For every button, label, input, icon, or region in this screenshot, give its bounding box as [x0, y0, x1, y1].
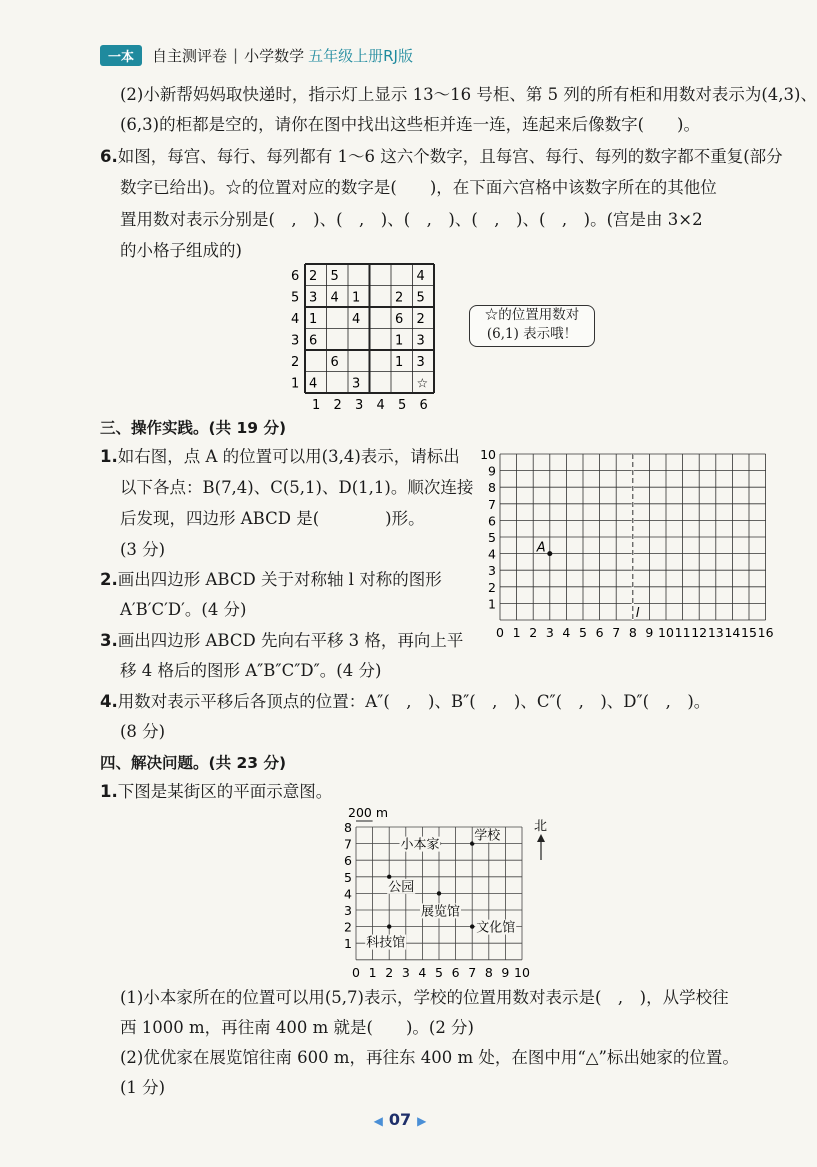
s3q2-text1: 画出四边形 ABCD 关于对称轴 l 对称的图形	[117, 570, 442, 589]
s3q2-line2: A′B′C′D′。(4 分)	[120, 600, 247, 619]
x-tick-label: 10	[658, 625, 674, 640]
sudoku-cell: 3	[352, 376, 361, 392]
sudoku-row-label: 5	[291, 290, 300, 306]
sudoku-cell: 4	[416, 269, 425, 284]
y-tick-label: 9	[488, 463, 496, 479]
s4q1-text1: 下图是某街区的平面示意图。	[117, 782, 333, 801]
s4q1-sub1-line1: (1)小本家所在的位置可以用(5,7)表示，学校的位置用数对表示是( , )，从学校往	[120, 988, 729, 1007]
sudoku-cell: 4	[309, 376, 318, 392]
sudoku-cell: 3	[416, 333, 425, 349]
y-tick-label: 4	[488, 546, 496, 562]
sudoku-col-label: 4	[376, 398, 385, 413]
x-tick-label: 7	[612, 625, 621, 640]
x-tick-label: 15	[741, 625, 757, 640]
hint-line2: (6,1) 表示哦！	[486, 326, 578, 342]
s3q4-text1: 用数对表示平移后各顶点的位置：A″( , )、B″( , )、C″( , )、D″( , )。	[117, 692, 711, 711]
map-y-tick-label: 7	[344, 836, 352, 852]
map-x-tick-label: 7	[468, 964, 477, 980]
sudoku-row-label: 1	[291, 376, 300, 392]
sudoku-cell: 5	[330, 269, 339, 284]
x-tick-label: 16	[757, 625, 774, 640]
map-x-tick-label: 6	[451, 964, 460, 980]
place-point	[387, 875, 391, 879]
x-tick-label: 11	[674, 625, 691, 640]
coordinate-grid	[470, 444, 790, 640]
map-y-tick-label: 6	[344, 853, 352, 869]
sudoku-cell: 2	[309, 269, 318, 284]
s3q3-line1	[100, 630, 463, 652]
s3q1-line1	[100, 446, 460, 468]
x-tick-label: 5	[579, 625, 587, 640]
s3q3-text1: 画出四边形 ABCD 先向右平移 3 格，再向上平	[117, 631, 464, 650]
s3q1-line4: (3 分)	[120, 540, 166, 559]
s4q1-line1	[100, 781, 332, 803]
sudoku-cell: 5	[416, 290, 425, 306]
place-point	[387, 924, 391, 928]
s4q1-sub2-line2: (1 分)	[120, 1078, 166, 1097]
sudoku-row-label: 2	[291, 355, 300, 370]
x-tick-label: 9	[645, 625, 654, 640]
s3q1-line3: 后发现，四边形 ABCD 是( )形。	[120, 509, 425, 528]
sudoku-cell: 3	[416, 355, 425, 370]
map-x-tick-label: 3	[401, 964, 410, 980]
sudoku-cell: 6	[330, 355, 339, 370]
sudoku-row-label: 6	[291, 269, 300, 284]
place-label: 学校	[474, 828, 501, 844]
x-tick-label: 6	[595, 625, 604, 640]
sudoku-cell: 2	[395, 290, 404, 306]
sudoku-cell: 1	[395, 333, 404, 349]
s3q4-number: 4.	[100, 692, 118, 711]
sudoku-cell: 1	[309, 312, 318, 327]
hint-bubble	[469, 305, 595, 347]
hint-line1: ☆的位置用数对	[484, 307, 580, 323]
sudoku-cell: 4	[352, 312, 361, 327]
y-tick-label: 2	[488, 579, 496, 595]
page-footer	[0, 1110, 800, 1129]
sudoku-cell: ☆	[416, 376, 429, 392]
north-arrow-icon	[537, 834, 545, 842]
subject-title: 小学数学	[244, 46, 305, 65]
q5-line1: (2)小新帮妈妈取快递时，指示灯上显示 13～16 号柜、第 5 列的所有柜和用数对表示为(4,3)、	[120, 85, 817, 104]
sudoku-col-label: 5	[398, 398, 407, 413]
map-y-tick-label: 2	[344, 919, 352, 935]
q6-line1	[100, 146, 783, 168]
series-title: 自主测评卷	[152, 46, 228, 65]
sudoku-col-label: 3	[355, 398, 364, 413]
y-tick-label: 1	[488, 596, 496, 612]
map-x-tick-label: 2	[385, 964, 394, 980]
map-x-tick-label: 8	[484, 964, 493, 980]
street-map	[330, 800, 570, 980]
map-y-tick-label: 4	[344, 886, 352, 902]
s3q1-number: 1.	[100, 447, 118, 466]
s3q3-line2: 移 4 格后的图形 A″B″C″D″。(4 分)	[120, 661, 382, 680]
place-point	[470, 924, 474, 928]
place-label: 科技馆	[366, 935, 406, 951]
q6-line3: 置用数对表示分别是( , )、( , )、( , )、( , )、( , )。(宫是由 3×2	[120, 210, 703, 229]
s3q4-line1	[100, 691, 710, 713]
map-y-tick-label: 3	[344, 903, 352, 918]
s4q1-sub2-line1: (2)优优家在展览馆往南 600 m，再往东 400 m 处，在图中用“△”标出她家的位置。	[120, 1048, 739, 1067]
sudoku-cell: 6	[309, 333, 318, 349]
sudoku-cell: 6	[395, 312, 404, 327]
section3-title: 三、操作实践。(共 19 分)	[100, 419, 287, 437]
x-tick-label: 1	[512, 625, 521, 640]
map-x-tick-label: 0	[352, 964, 360, 980]
place-label: 公园	[388, 879, 415, 895]
north-label: 北	[534, 819, 548, 834]
s3q1-line2: 以下各点：B(7,4)、C(5,1)、D(1,1)。顺次连接	[120, 478, 474, 497]
place-point	[437, 891, 441, 895]
x-tick-label: 0	[496, 625, 504, 640]
s4q1-number: 1.	[100, 782, 118, 801]
place-label: 展览馆	[421, 904, 461, 920]
sudoku-cell: 3	[309, 290, 318, 306]
map-x-tick-label: 5	[435, 964, 443, 980]
y-tick-label: 8	[488, 480, 496, 496]
x-tick-label: 14	[724, 625, 741, 640]
y-tick-label: 7	[488, 496, 496, 512]
sudoku-grid	[285, 262, 445, 412]
map-x-tick-label: 1	[368, 964, 377, 980]
map-x-tick-label: 4	[418, 964, 427, 980]
next-page-icon: ▶	[417, 1114, 427, 1128]
s4q1-sub1-line2: 西 1000 m，再往南 400 m 就是( )。(2 分)	[120, 1018, 474, 1037]
point-a-label: A	[536, 540, 546, 556]
s3q3-number: 3.	[100, 631, 118, 650]
brand-logo: 一本	[100, 45, 142, 66]
q6-line2: 数字已给出)。☆的位置对应的数字是( )，在下面六宫格中该数字所在的其他位	[120, 178, 717, 197]
map-y-tick-label: 1	[344, 936, 352, 952]
place-label: 文化馆	[476, 920, 516, 936]
page-number: 07	[388, 1110, 412, 1129]
sudoku-col-label: 2	[333, 398, 342, 413]
map-x-tick-label: 10	[514, 964, 530, 980]
place-label: 小本家	[400, 837, 440, 853]
sudoku-cell: 2	[416, 312, 425, 327]
grade-title: 五年级上册RJ版	[308, 46, 413, 65]
q5-line2: (6,3)的柜都是空的，请你在图中找出这些柜并连一连，连起来后像数字( )。	[120, 115, 700, 134]
s3q1-text1: 如右图，点 A 的位置可以用(3,4)表示，请标出	[117, 447, 460, 466]
q6-line4: 的小格子组成的)	[120, 241, 242, 260]
y-tick-label: 6	[488, 513, 496, 529]
map-y-tick-label: 5	[344, 869, 352, 885]
x-tick-label: 12	[691, 625, 708, 640]
header-separator: |	[233, 46, 239, 64]
map-x-tick-label: 9	[501, 964, 510, 980]
sudoku-row-label: 4	[291, 312, 300, 327]
sudoku-col-label: 6	[419, 398, 428, 413]
x-tick-label: 4	[562, 625, 571, 640]
map-scale-label: 200 m	[348, 805, 389, 820]
s3q4-line2: (8 分)	[120, 722, 166, 741]
page-header	[100, 44, 413, 66]
q6-text1: 如图，每宫、每行、每列都有 1～6 这六个数字，且每宫、每行、每列的数字都不重复(部分	[117, 147, 783, 166]
axis-l-label: l	[635, 606, 640, 621]
prev-page-icon: ◀	[373, 1114, 383, 1128]
sudoku-col-label: 1	[312, 398, 321, 413]
sudoku-cell: 1	[395, 355, 404, 370]
x-tick-label: 13	[707, 625, 724, 640]
point-a	[547, 551, 552, 556]
s3q2-number: 2.	[100, 570, 118, 589]
sudoku-cell: 1	[352, 290, 361, 306]
x-tick-label: 3	[545, 625, 554, 640]
q6-number: 6.	[100, 147, 118, 166]
x-tick-label: 2	[529, 625, 538, 640]
x-tick-label: 8	[628, 625, 637, 640]
section4-title: 四、解决问题。(共 23 分)	[100, 754, 287, 772]
y-tick-label: 5	[488, 530, 496, 545]
map-y-tick-label: 8	[344, 820, 352, 835]
s3q2-line1	[100, 569, 442, 591]
y-tick-label: 3	[488, 563, 496, 579]
sudoku-cell: 4	[330, 290, 339, 306]
y-tick-label: 10	[480, 447, 496, 462]
sudoku-row-label: 3	[291, 333, 300, 349]
